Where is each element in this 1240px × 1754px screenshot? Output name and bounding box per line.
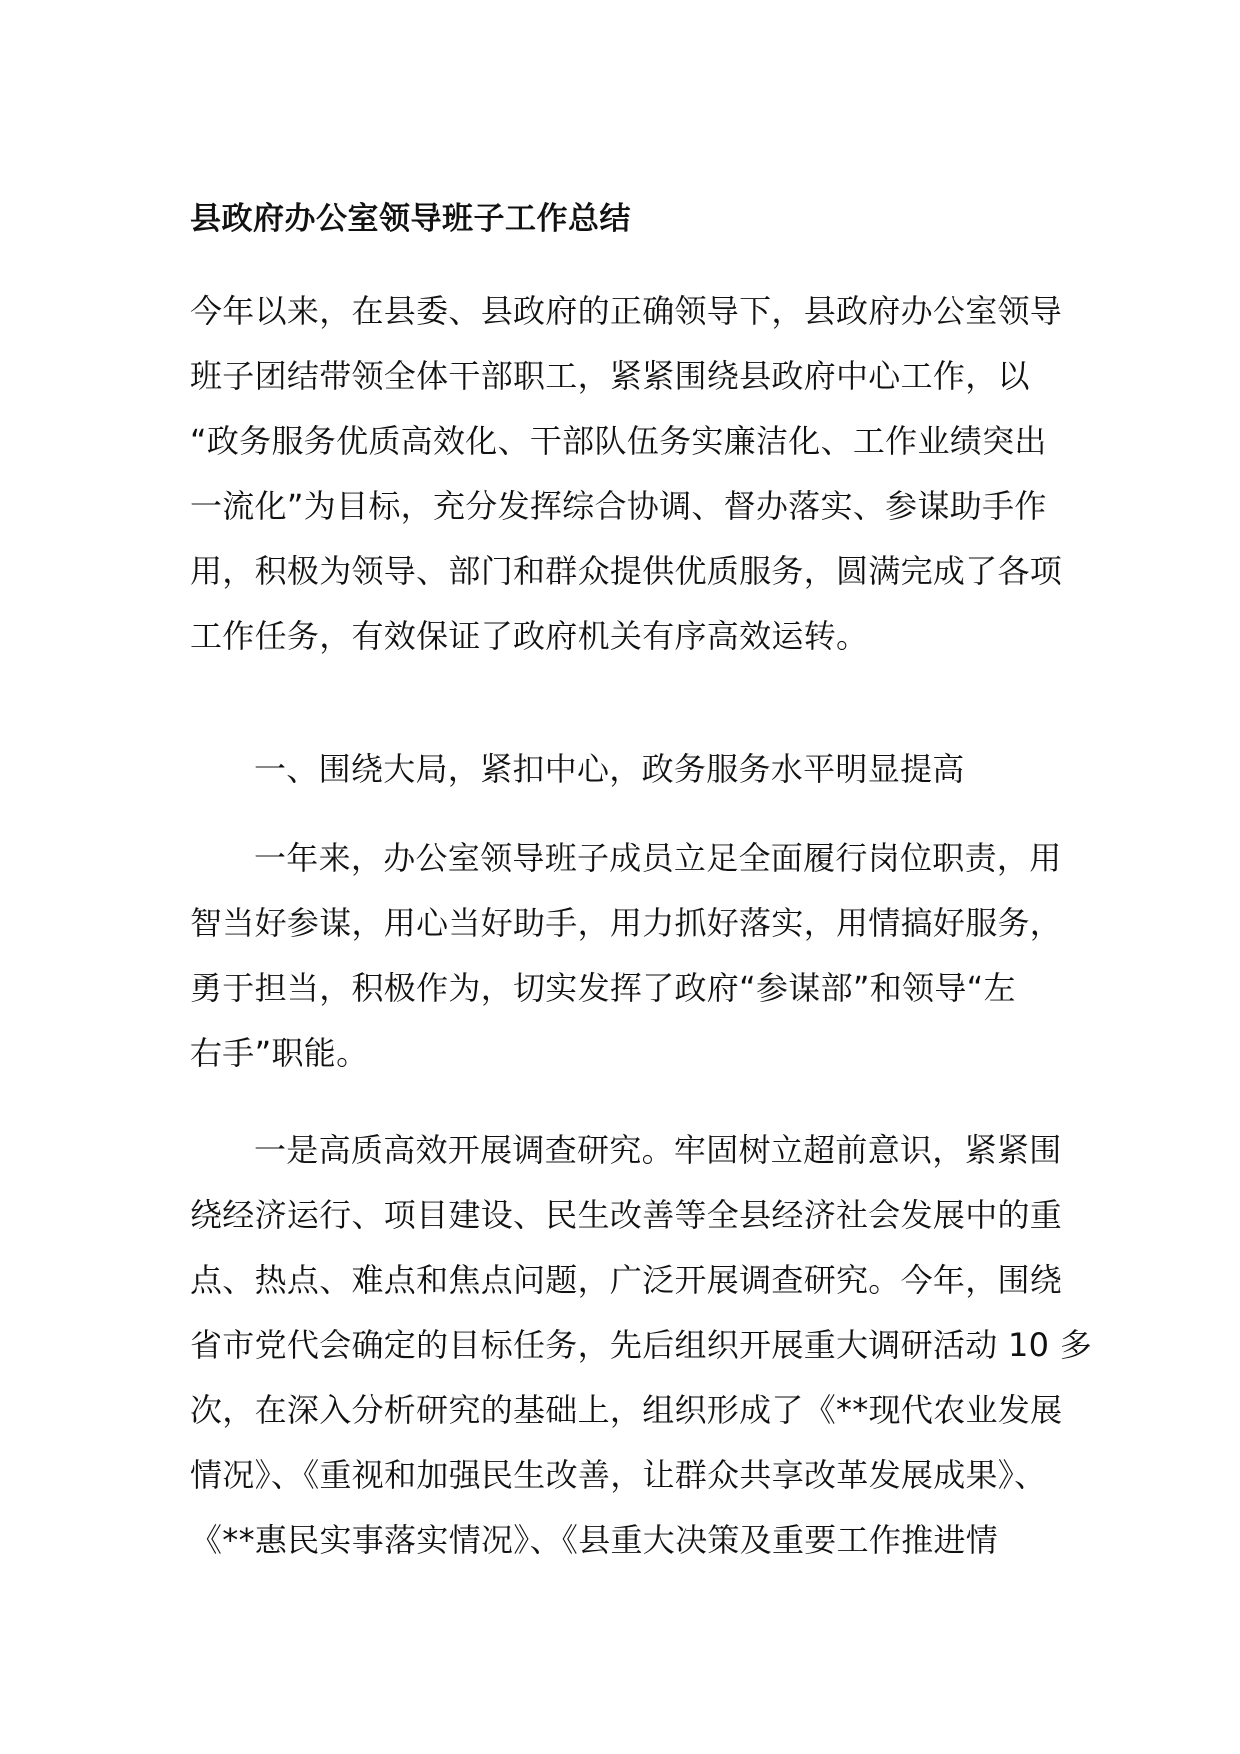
paragraph-research — [190, 1118, 1093, 1573]
text-line: 绕经济运行、项目建设、民生改善等全县经济社会发展中的重 — [190, 1196, 1063, 1234]
text-line: 省市党代会确定的目标任务，先后组织开展重大调研活动 10 多 — [190, 1326, 1093, 1364]
text-line: 右手”职能。 — [190, 1034, 369, 1072]
text-line: 一流化”为目标，充分发挥综合协调、督办落实、参谋助手作 — [190, 487, 1047, 525]
paragraph-intro — [190, 279, 1070, 669]
section-heading-1 — [190, 737, 1070, 802]
text-line: 工作任务，有效保证了政府机关有序高效运转。 — [190, 617, 869, 655]
text-line: 《**惠民实事落实情况》、《县重大决策及重要工作推进情 — [190, 1521, 999, 1559]
text-line: 次，在深入分析研究的基础上，组织形成了《**现代农业发展 — [190, 1391, 1063, 1429]
text-line: “政务服务优质高效化、干部队伍务实廉洁化、工作业绩突出 — [190, 422, 1047, 460]
text-line: 勇于担当，积极作为，切实发挥了政府“参谋部”和领导“左 — [190, 969, 1016, 1007]
text-line: 点、热点、难点和焦点问题，广泛开展调查研究。今年，围绕 — [190, 1261, 1063, 1299]
text-line: 班子团结带领全体干部职工，紧紧围绕县政府中心工作，以 — [190, 357, 1030, 395]
text-line: 今年以来，在县委、县政府的正确领导下，县政府办公室领导 — [190, 292, 1063, 330]
text-line: 一是高质高效开展调查研究。牢固树立超前意识，紧紧围 — [254, 1131, 1062, 1169]
document-title: 县政府办公室领导班子工作总结 — [190, 201, 631, 237]
text-line: 一年来，办公室领导班子成员立足全面履行岗位职责，用 — [254, 839, 1062, 877]
text-line: 情况》、《重视和加强民生改善，让群众共享改革发展成果》、 — [190, 1456, 1047, 1494]
text-line: 用，积极为领导、部门和群众提供优质服务，圆满完成了各项 — [190, 552, 1063, 590]
section-heading-text: 一、围绕大局，紧扣中心，政务服务水平明显提高 — [254, 750, 965, 788]
paragraph-section1-intro — [190, 826, 1070, 1086]
text-line: 智当好参谋，用心当好助手，用力抓好落实，用情搞好服务， — [190, 904, 1063, 942]
